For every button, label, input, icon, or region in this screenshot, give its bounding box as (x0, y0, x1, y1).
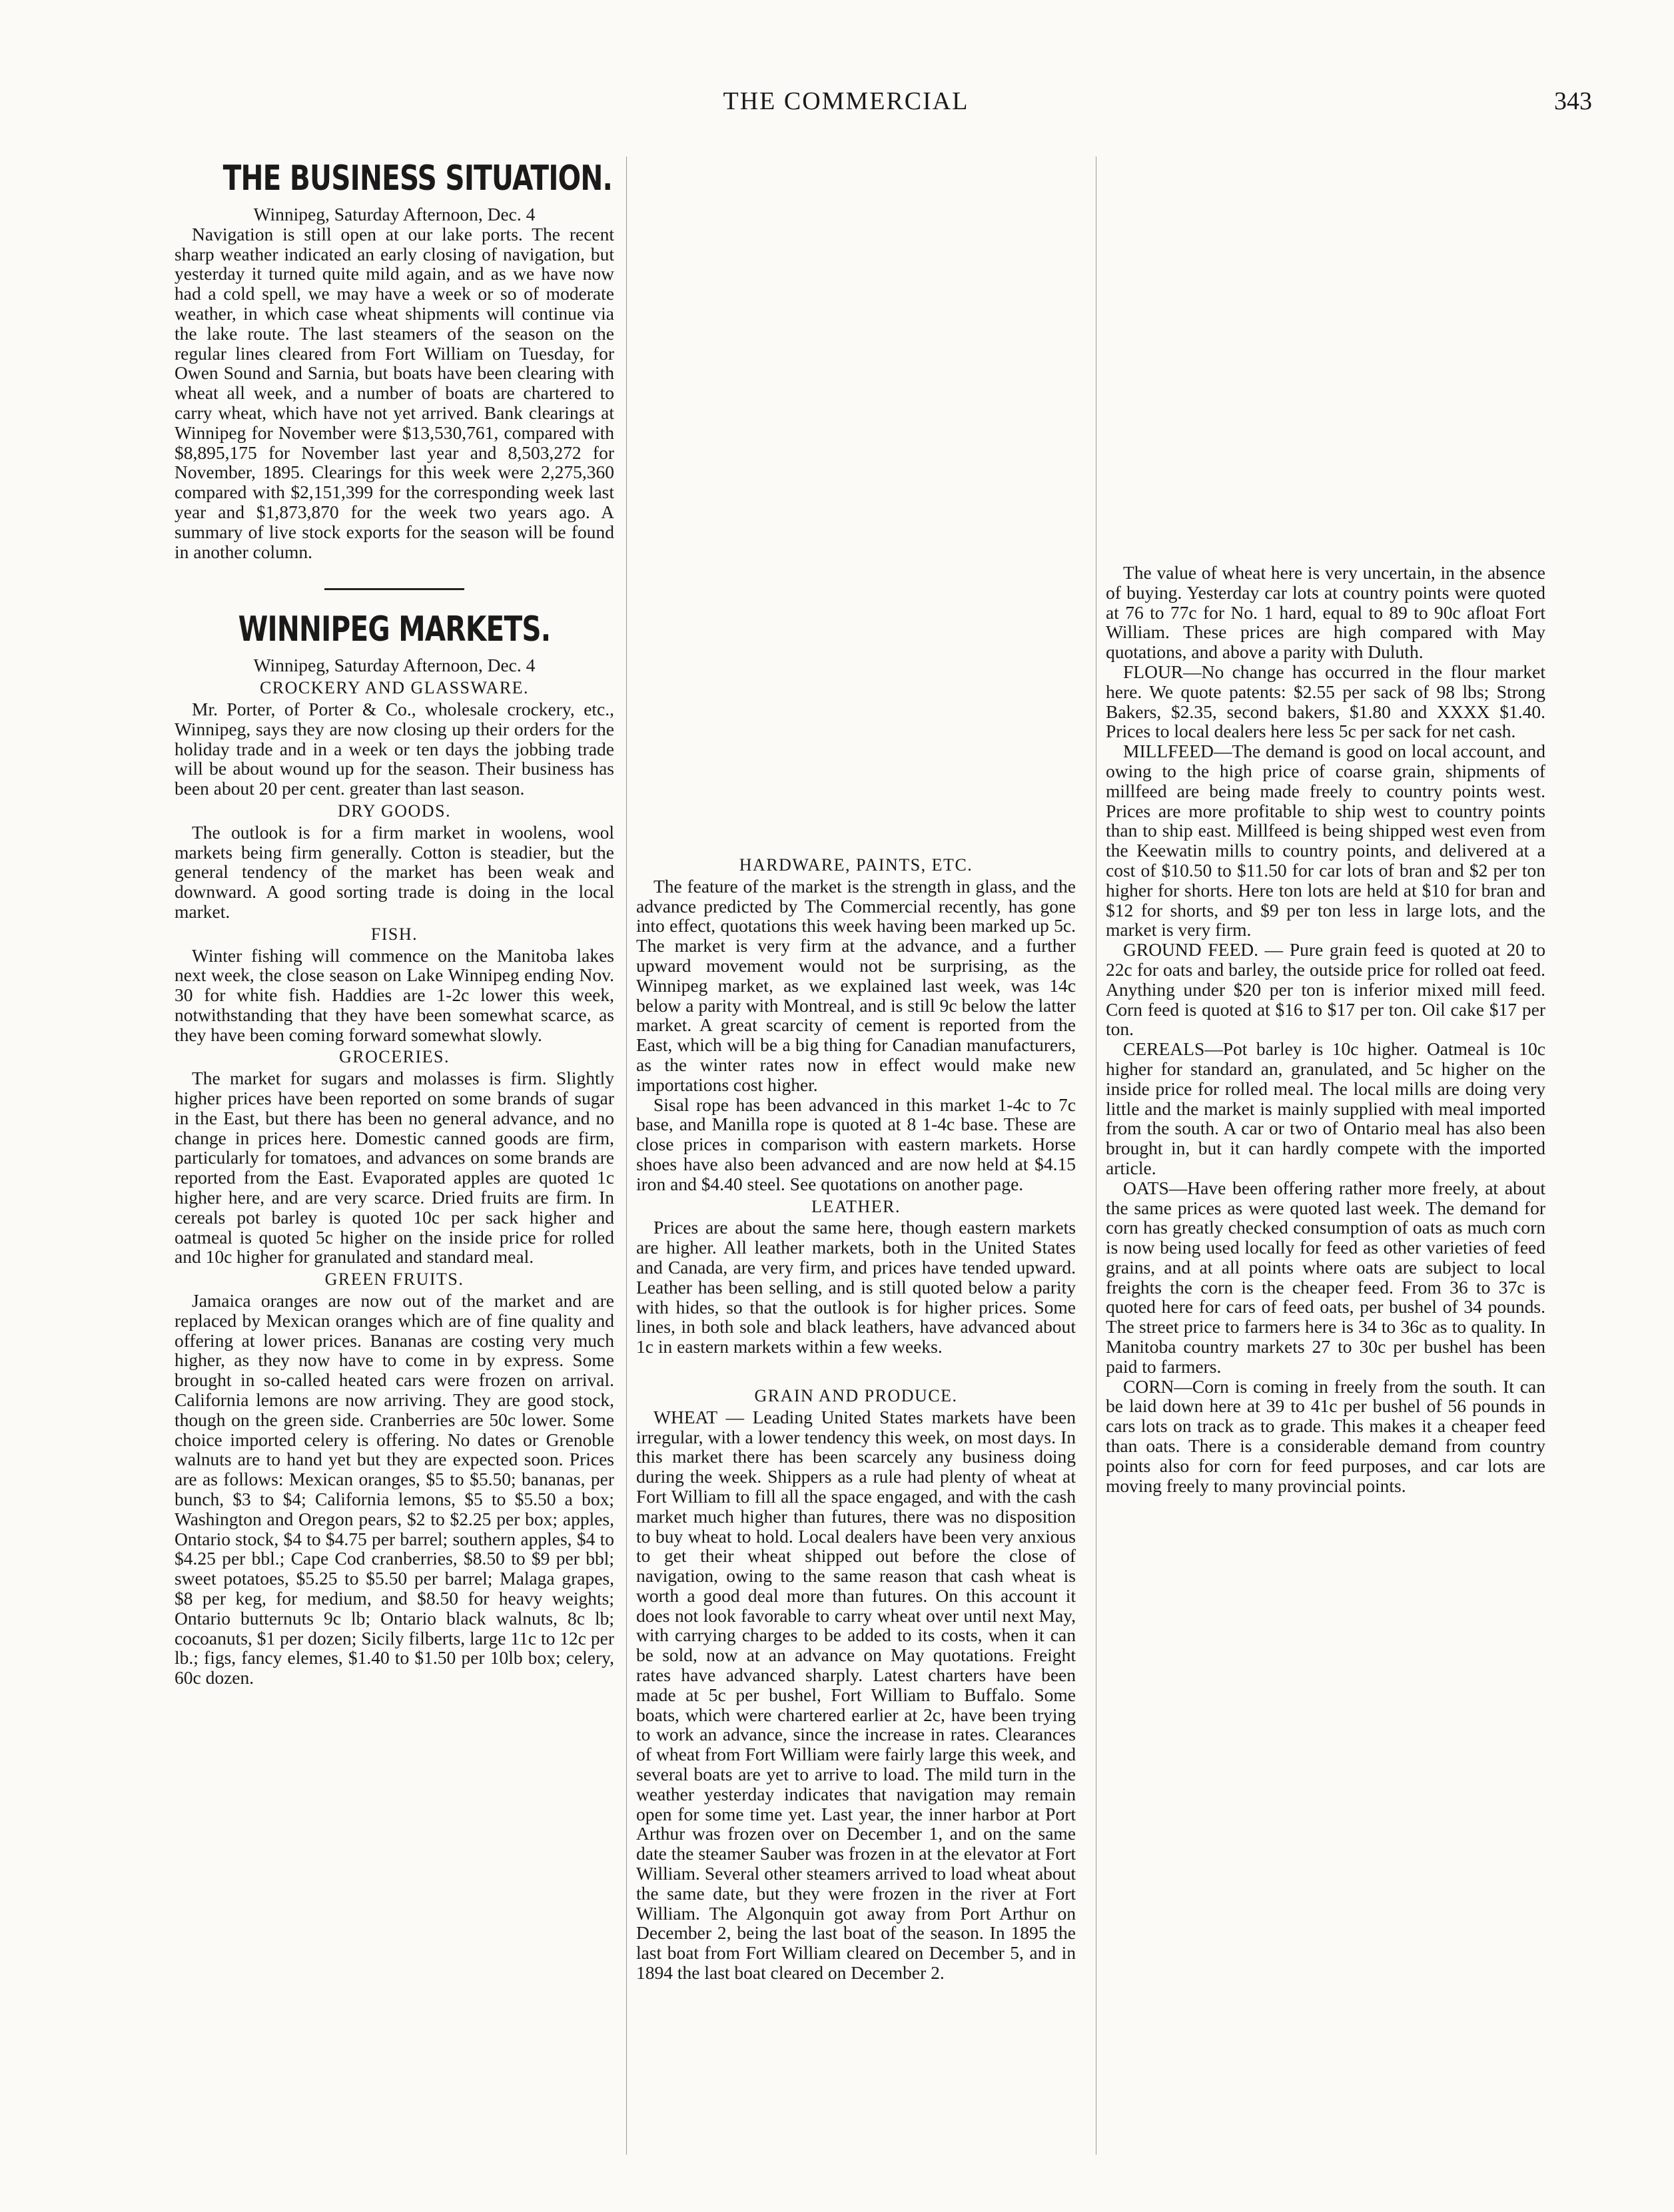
cereals-text: CEREALS—Pot barley is 10c higher. Oatmeal is 10c higher for standard an, granulated, and 5c higher on the inside price for rolled meal. The local mills are doing very little and the market is mainly supplied with meal imported from the south. A car or two of Ontario meal has also been brought in, but it can hardly compete with the imported article. (1106, 1038, 1545, 1178)
crockery-heading: CROCKERY AND GLASSWARE. (259, 678, 530, 698)
fish-heading: FISH. (370, 924, 418, 944)
hardware-text-2: Sisal rope has been advanced in this market 1-4c to 7c base, and Manilla rope is quoted at 8 1-4c base. These are close prices in comparison with eastern markets. Horse shoes have also been advanced and are now held at $4.15 iron and $4.40 steel. See quotations on another page. (636, 1094, 1076, 1194)
business-text: Navigation is still open at our lake ports. The recent sharp weather indicated an early closing of navigation, but yesterday it turned quite mild again, and as we have now had a cold spell, we may have a week or so of moderate weather, in which case wheat shipments will continue via the lake route. The last steamers of the season on the regular lines cleared from Fort William on Tuesday, for Owen Sound and Sarnia, but boats have been clearing with wheat all week, and a number of boats are chartered to carry wheat, which have not yet arrived. Bank clearings at Winnipeg for November were $13,530,761, compared with $8,895,175 for November last year and 8,503,272 for November, 1895. Clearings for this week were 2,275,360 compared with $2,151,399 for the corresponding week last year and $1,873,870 for the week two years ago. A summary of live stock exports for the season will be found in another column. (175, 223, 614, 562)
green-fruits-heading: GREEN FRUITS. (324, 1270, 464, 1290)
millfeed-text: MILLFEED—The demand is good on local account, and owing to the high price of coarse grain, shipments of millfeed are being made freely to country points west. Prices are more profitable to ship west to country points than to ship east. Millfeed is being shipped west even from the Keewatin mills to country points, and delivered at a cost of $10.50 to $11.50 for car lots of bran and $2 per ton higher for shorts. Here ton lots are held at $10 for bran and $12 for shorts, and $9 per ton less in large lots, and the market is very firm. (1106, 741, 1545, 940)
column-2 (636, 157, 1076, 2181)
grain-produce-heading: GRAIN AND PRODUCE. (754, 1385, 958, 1405)
groceries-text: The market for sugars and molasses is firm. Slightly higher prices have been reported on some brands of sugar in the East, but there has been no general advance, and no change in prices here. Domestic canned goods are firm, particularly for tomatoes, and advances on some brands are reported from the East. Evaporated apples are quoted 1c higher here, and are very scarce. Dried fruits are firm. In cereals pot barley is quoted 10c per sack higher and oatmeal is quoted 5c higher on the inside price for rolled and 10c higher for granulated and standard meal. (175, 1068, 614, 1268)
section-rule (324, 588, 464, 590)
green-fruits-continued-space (636, 157, 1076, 853)
winnipeg-markets-heading: WINNIPEG MARKETS. (238, 609, 551, 650)
leather-text: Prices are about the same here, though eastern markets are higher. All leather markets, both in the United States and Canada, are very firm, and prices have tended upward. Leather has been selling, and is still quoted below a parity with hides, so that the outlook is for higher prices. Some lines, in both sole and black leathers, have advanced about 1c in eastern markets within a few weeks. (636, 1217, 1076, 1357)
hardware-text: The feature of the market is the strength in glass, and the advance predicted by The Commercial recently, has gone into effect, quotations this week having been marked up 5c. The market is very firm at the advance, and a further upward movement would not be surprising, as the Winnipeg market, as we explained last week, was 14c below a parity with Montreal, and is still 9c below the latter market. A great scarcity of cement is reported from the East, which will be a big thing for Canadian manufacturers, as the winter rates now in effect would make new importations cost higher. (636, 875, 1076, 1095)
column-3 (1106, 157, 1545, 2181)
business-situation-heading: THE BUSINESS SITUATION. (222, 159, 613, 198)
markets-dateline: Winnipeg, Saturday Afternoon, Dec. 4 (253, 655, 536, 676)
green-fruits-text: Jamaica oranges are now out of the market and are replaced by Mexican oranges which are of fine quality and offering at lower prices. Bananas are costing very much higher, as they now have to come in by express. Some brought in so-called heated cars were frozen on arrival. California lemons are now arriving. They are good stock, though on the green side. Cranberries are 50c lower. Some choice imported celery is offering. No dates or Grenoble walnuts are to hand yet but they are expected soon. Prices are as follows: Mexican oranges, $5 to $5.50; bananas, per bunch, $3 to $4; California lemons, $5 to $5.50 a box; Washington and Oregon pears, $2 to $2.25 per box; apples, Ontario stock, $4 to $4.75 per barrel; southern apples, $4 to $4.25 per bbl.; Cape Cod cranberries, $8.50 to $9 per bbl; sweet potatoes, $5.25 to $5.50 per barrel; Malaga grapes, $8 per keg, for medium, and $8.50 for heavy weights; Ontario butternuts 9c lb; Ontario black walnuts, 8c lb; cocoanuts, $1 per dozen; Sicily filberts, large 11c to 12c per lb.; figs, fancy elemes, $1.40 to $1.50 per 10lb box; celery, 60c dozen. (175, 1290, 614, 1688)
business-dateline: Winnipeg, Saturday Afternoon, Dec. 4 (253, 204, 536, 224)
dry-goods-heading: DRY GOODS. (337, 801, 452, 821)
dry-goods-text: The outlook is for a firm market in woolens, wool markets being firm generally. Cotton is steadier, but the general tendency of the market has been weak and downward. A good sorting trade is doing in the local market. (175, 821, 614, 922)
oats-text: OATS—Have been offering rather more freely, at about the same prices as were quoted last week. The demand for corn has greatly checked consumption of oats as much corn is now being used locally for feed as other varieties of feed grains, and at all points where oats are subject to local freights the corn is the cheaper feed. From 36 to 37c is quoted here for cars of feed oats, per bushel of 34 pounds. The street price to farmers here is 34 to 36c as to quality. In Manitoba country markets 27 to 30c per bushel has been paid to farmers. (1106, 1177, 1545, 1377)
crockery-text: Mr. Porter, of Porter & Co., wholesale crockery, etc., Winnipeg, says they are now closing up their orders for the holiday trade and in a week or ten days the jobbing trade will be about wound up for the season. Their business has been about 20 per cent. greater than last season. (175, 698, 614, 799)
wheat-text-2: The value of wheat here is very uncertain, in the absence of buying. Yesterday car lots at country points were quoted at 76 to 77c for No. 1 hard, equal to 89 to 90c afloat Fort William. These prices are high compared with May quotations, and above a parity with Duluth. (1106, 562, 1545, 663)
section-gap (636, 1357, 1076, 1383)
leather-heading: LEATHER. (811, 1196, 901, 1216)
wheat-text: WHEAT — Leading United States markets have been irregular, with a lower tendency this week, on most days. In this market there has been scarcely any business doing during the week. Shippers as a rule had plenty of wheat at Fort William to fill all the space engaged, and with the cash market much higher than futures, there was no disposition to buy wheat to hold. Local dealers have been very anxious to get their wheat shipped out before the close of navigation, owing to the same reason that cash wheat is worth a good deal more than futures. On this account it does not look favorable to carry wheat over until next May, with carrying charges to be added to its costs, when it can be sold, now at an advance on May quotations. Freight rates have advanced sharply. Latest charters have been made at 5c per bushel, Fort William to Buffalo. Some boats, which were chartered earlier at 2c, have been trying to work an advance, since the increase in rates. Clearances of wheat from Fort William were fairly large this week, and several boats are yet to arrive to load. The mild turn in the weather yesterday indicates that navigation may remain open for some time yet. Last year, the inner harbor at Port Arthur was frozen over on December 1, and on the same date the steamer Sauber was frozen in at the elevator at Fort William. Several other steamers arrived to load wheat about the same date, but they were frozen in the river at Fort William. The Algonquin got away from Port Arthur on December 2, being the last boat of the season. In 1895 the last boat from Fort William cleared on December 5, and in 1894 the last boat cleared on December 2. (636, 1406, 1076, 1984)
wheat-continued-space (1106, 157, 1545, 563)
column-divider (626, 157, 627, 2155)
page-header (0, 87, 1674, 133)
corn-text: CORN—Corn is coming in freely from the south. It can be laid down here at 39 to 41c per bushel of 56 pounds in cars lots on track as to grade. This makes it a cheaper feed than oats. There is a considerable demand from country points also for corn for feed purposes, and car lots are moving freely to many provincial points. (1106, 1375, 1545, 1496)
hardware-heading: HARDWARE, PAINTS, ETC. (739, 855, 973, 875)
groceries-heading: GROCERIES. (339, 1047, 450, 1067)
flour-text: FLOUR—No change has occurred in the flour market here. We quote patents: $2.55 per sack of 98 lbs; Strong Bakers, $2.35, second bakers, $1.80 and XXXX $1.40. Prices to local dealers here less 5c per sack for net cash. (1106, 661, 1545, 742)
publication-title: THE COMMERCIAL (723, 87, 969, 115)
fish-text: Winter fishing will commence on the Manitoba lakes next week, the close season on Lake Winnipeg ending Nov. 30 for white fish. Haddies are 1-2c lower this week, notwithstanding that they have been somewhat scarce, as they have been coming forward somewhat slowly. (175, 944, 614, 1045)
column-1 (175, 157, 614, 2181)
ground-feed-text: GROUND FEED. — Pure grain feed is quoted at 20 to 22c for oats and barley, the outside price for rolled oat feed. Anything under $20 per ton is inferior mixed mill feed. Corn feed is quoted at $16 to $17 per ton. Oil cake $17 per ton. (1106, 939, 1545, 1040)
page-number: 343 (1554, 87, 1592, 115)
